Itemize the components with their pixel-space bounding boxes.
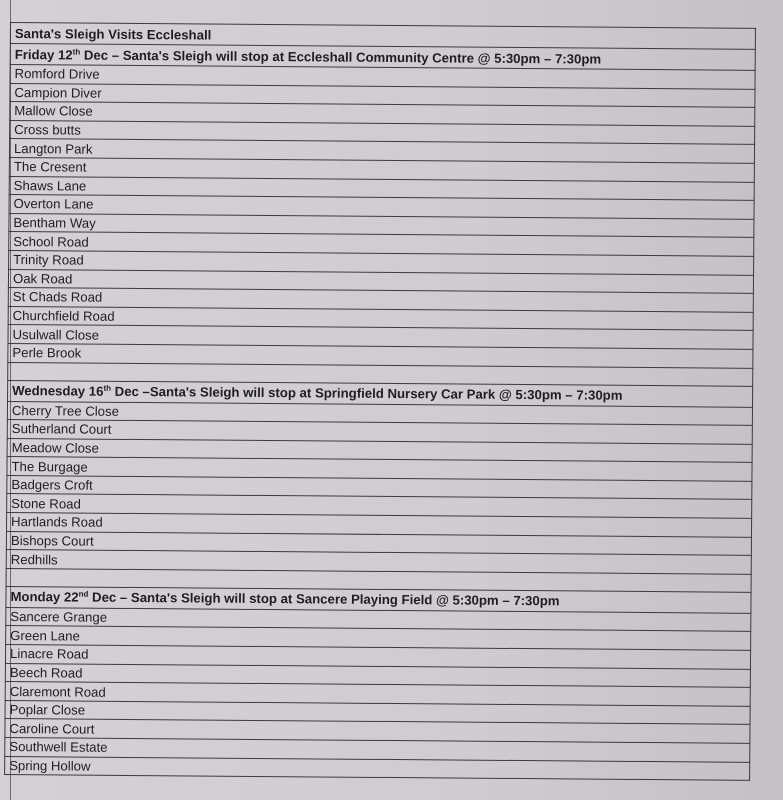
street-name: Cross butts: [10, 120, 755, 144]
street-name: Oak Road: [8, 269, 753, 293]
street-name: Badgers Croft: [7, 475, 752, 499]
street-name: Hartlands Road: [7, 513, 752, 537]
street-name: Langton Park: [9, 139, 754, 163]
street-name: Perle Brook: [8, 343, 753, 367]
street-name: Beech Road: [5, 663, 750, 687]
street-name: Linacre Road: [5, 645, 750, 669]
street-name: Campion Diver: [10, 83, 755, 107]
street-name: School Road: [9, 232, 754, 256]
section-heading: Friday 12th Dec – Santa's Sleigh will stop at Eccleshall Community Centre @ 5:30pm – 7:30pm: [10, 44, 755, 71]
street-name: Cherry Tree Close: [7, 401, 752, 425]
street-name: Bishops Court: [6, 531, 751, 555]
street-name: Poplar Close: [5, 700, 750, 724]
street-name: Bentham Way: [9, 213, 754, 237]
street-name: Sutherland Court: [7, 420, 752, 444]
street-name: Redhills: [6, 550, 751, 574]
street-name: Spring Hollow: [5, 756, 750, 780]
section-heading: Monday 22nd Dec – Santa's Sleigh will stop at Sancere Playing Field @ 5:30pm – 7:30pm: [6, 586, 751, 613]
street-name: Claremont Road: [5, 682, 750, 706]
street-name: Green Lane: [6, 626, 751, 650]
street-name: The Cresent: [9, 157, 754, 181]
street-name: Stone Road: [7, 494, 752, 518]
street-name: St Chads Road: [8, 288, 753, 312]
street-name: The Burgage: [7, 457, 752, 481]
street-name: Southwell Estate: [5, 737, 750, 761]
schedule-table: [4, 22, 756, 781]
street-name: Trinity Road: [9, 250, 754, 274]
street-name: Caroline Court: [5, 719, 750, 743]
document-title: Santa's Sleigh Visits Eccleshall: [10, 23, 755, 50]
street-name: Churchfield Road: [8, 306, 753, 330]
street-name: Sancere Grange: [6, 607, 751, 631]
street-name: Meadow Close: [7, 438, 752, 462]
street-name: Overton Lane: [9, 195, 754, 219]
street-name: Romford Drive: [10, 65, 755, 89]
section-heading: Wednesday 16th Dec –Santa's Sleigh will stop at Springfield Nursery Car Park @ 5:30pm – 7:30pm: [8, 380, 753, 407]
street-name: Mallow Close: [10, 102, 755, 126]
street-name: Shaws Lane: [9, 176, 754, 200]
street-name: Usulwall Close: [8, 325, 753, 349]
